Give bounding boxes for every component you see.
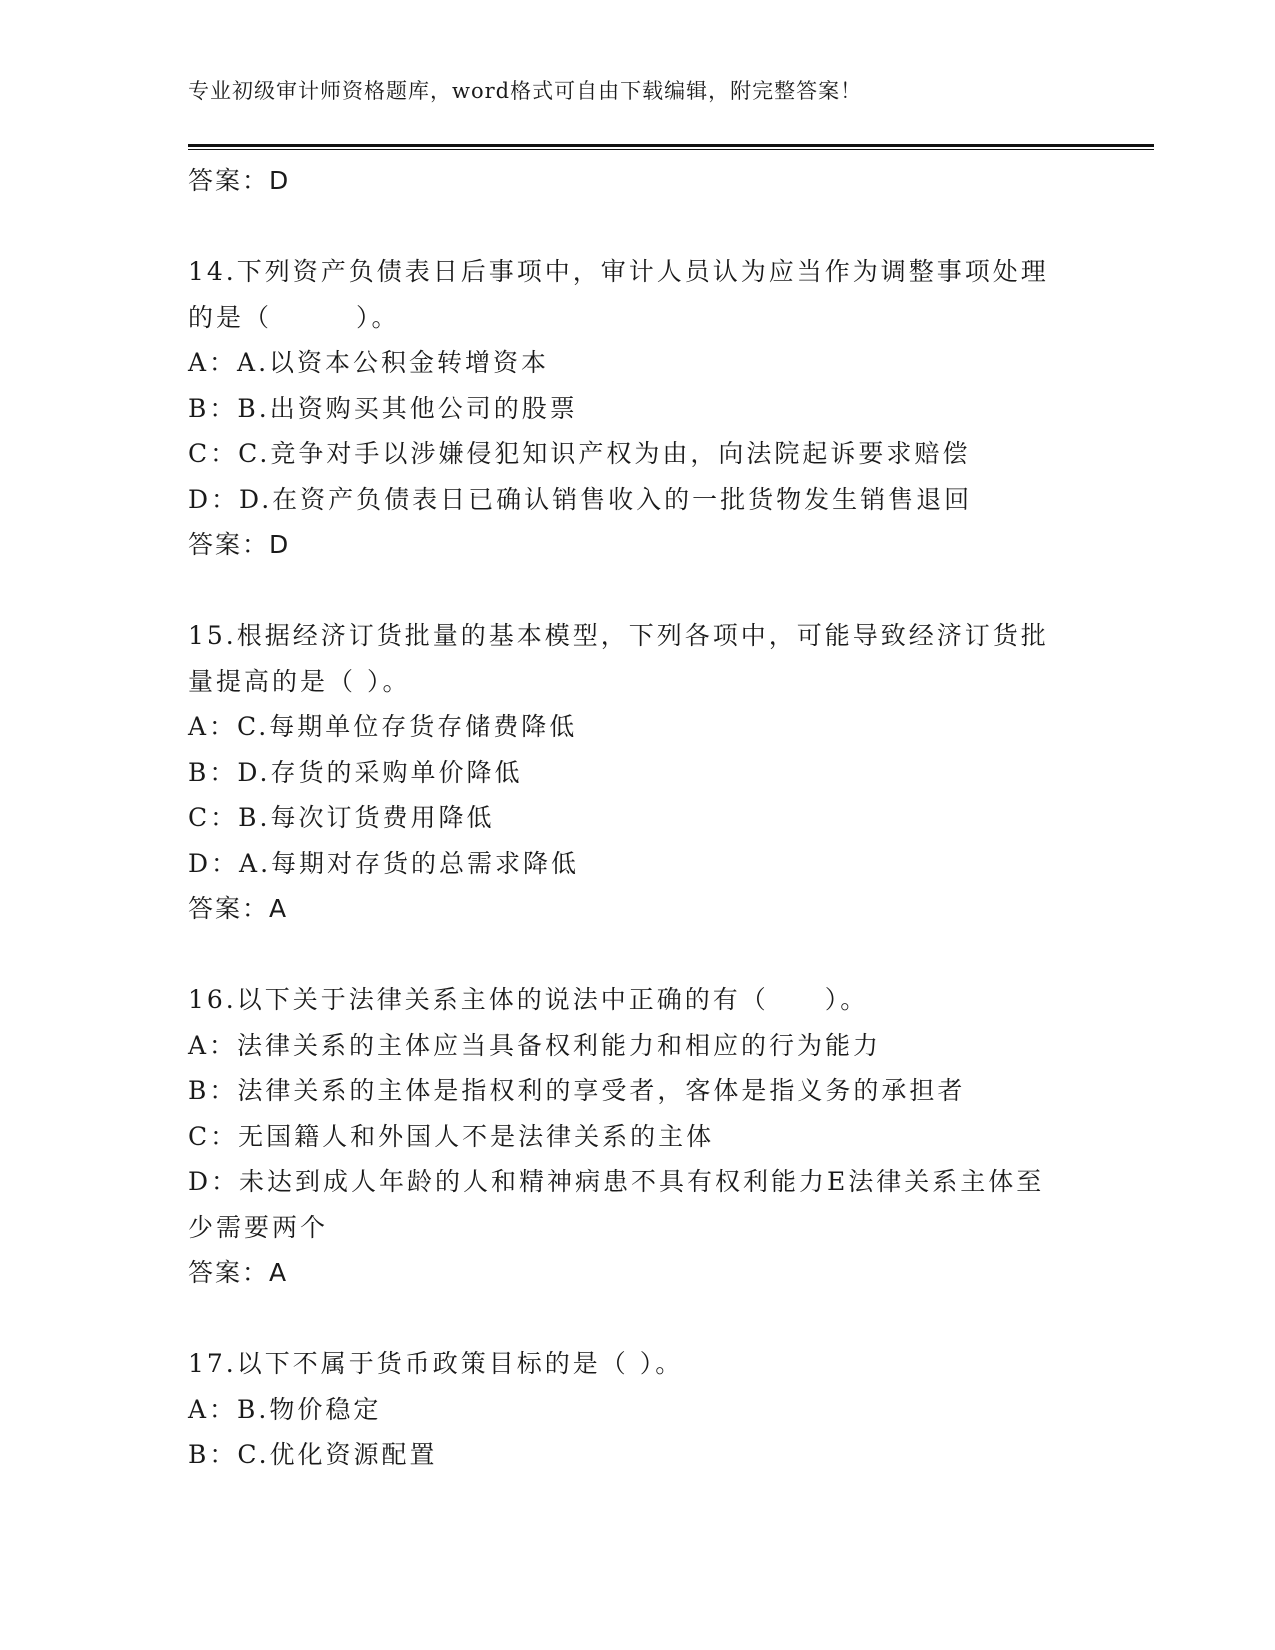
page-header-text: 专业初级审计师资格题库，word格式可自由下载编辑，附完整答案！ — [188, 79, 863, 103]
option-a: A：法律关系的主体应当具备权利能力和相应的行为能力 — [188, 1030, 882, 1060]
question-stem: 量提高的是（ ）。 — [188, 666, 411, 696]
question-stem: 15.根据经济订货批量的基本模型，下列各项中，可能导致经济订货批 — [188, 621, 1049, 650]
option-a: A：B.物价稳定 — [188, 1394, 382, 1424]
spacer — [188, 1296, 1088, 1342]
option-c: C：无国籍人和外国人不是法律关系的主体 — [188, 1121, 715, 1151]
option-d: D：未达到成人年龄的人和精神病患不具有权利能力E法律关系主体至 — [188, 1167, 1045, 1196]
answer-line: 答案：A — [188, 894, 289, 923]
spacer — [188, 932, 1088, 978]
answer-line: 答案：A — [188, 1258, 289, 1287]
question-stem: 的是（ ）。 — [188, 302, 400, 332]
answer-line: 答案：D — [188, 530, 291, 559]
question-content — [188, 158, 1088, 1478]
question-stem: 17.以下不属于货币政策目标的是（ ）。 — [188, 1349, 684, 1378]
question-block — [188, 977, 1088, 1296]
spacer — [188, 204, 1088, 250]
question-block — [188, 1341, 1088, 1478]
option-c: C：C.竞争对手以涉嫌侵犯知识产权为由，向法院起诉要求赔偿 — [188, 439, 971, 468]
option-a: A：A.以资本公积金转增资本 — [188, 348, 550, 377]
option-b: B：法律关系的主体是指权利的享受者，客体是指义务的承担者 — [188, 1076, 966, 1105]
question-block — [188, 613, 1088, 932]
option-b: B：D.存货的采购单价降低 — [188, 757, 523, 787]
header-divider-thin — [188, 149, 1154, 150]
header-divider-thick — [188, 144, 1154, 147]
answer-line: 答案：D — [188, 166, 291, 195]
option-a: A：C.每期单位存货存储费降低 — [188, 712, 578, 741]
option-b: B：B.出资购买其他公司的股票 — [188, 393, 578, 423]
question-stem: 14.下列资产负债表日后事项中，审计人员认为应当作为调整事项处理 — [188, 257, 1049, 286]
question-stem: 16.以下关于法律关系主体的说法中正确的有（ ）。 — [188, 985, 869, 1014]
question-block — [188, 249, 1088, 568]
option-c: C：B.每次订货费用降低 — [188, 803, 495, 832]
spacer — [188, 568, 1088, 614]
option-d: D：A.每期对存货的总需求降低 — [188, 848, 580, 878]
option-b: B：C.优化资源配置 — [188, 1440, 438, 1469]
option-d: D：D.在资产负债表日已确认销售收入的一批货物发生销售退回 — [188, 484, 973, 514]
option-d-continued: 少需要两个 — [188, 1212, 329, 1242]
